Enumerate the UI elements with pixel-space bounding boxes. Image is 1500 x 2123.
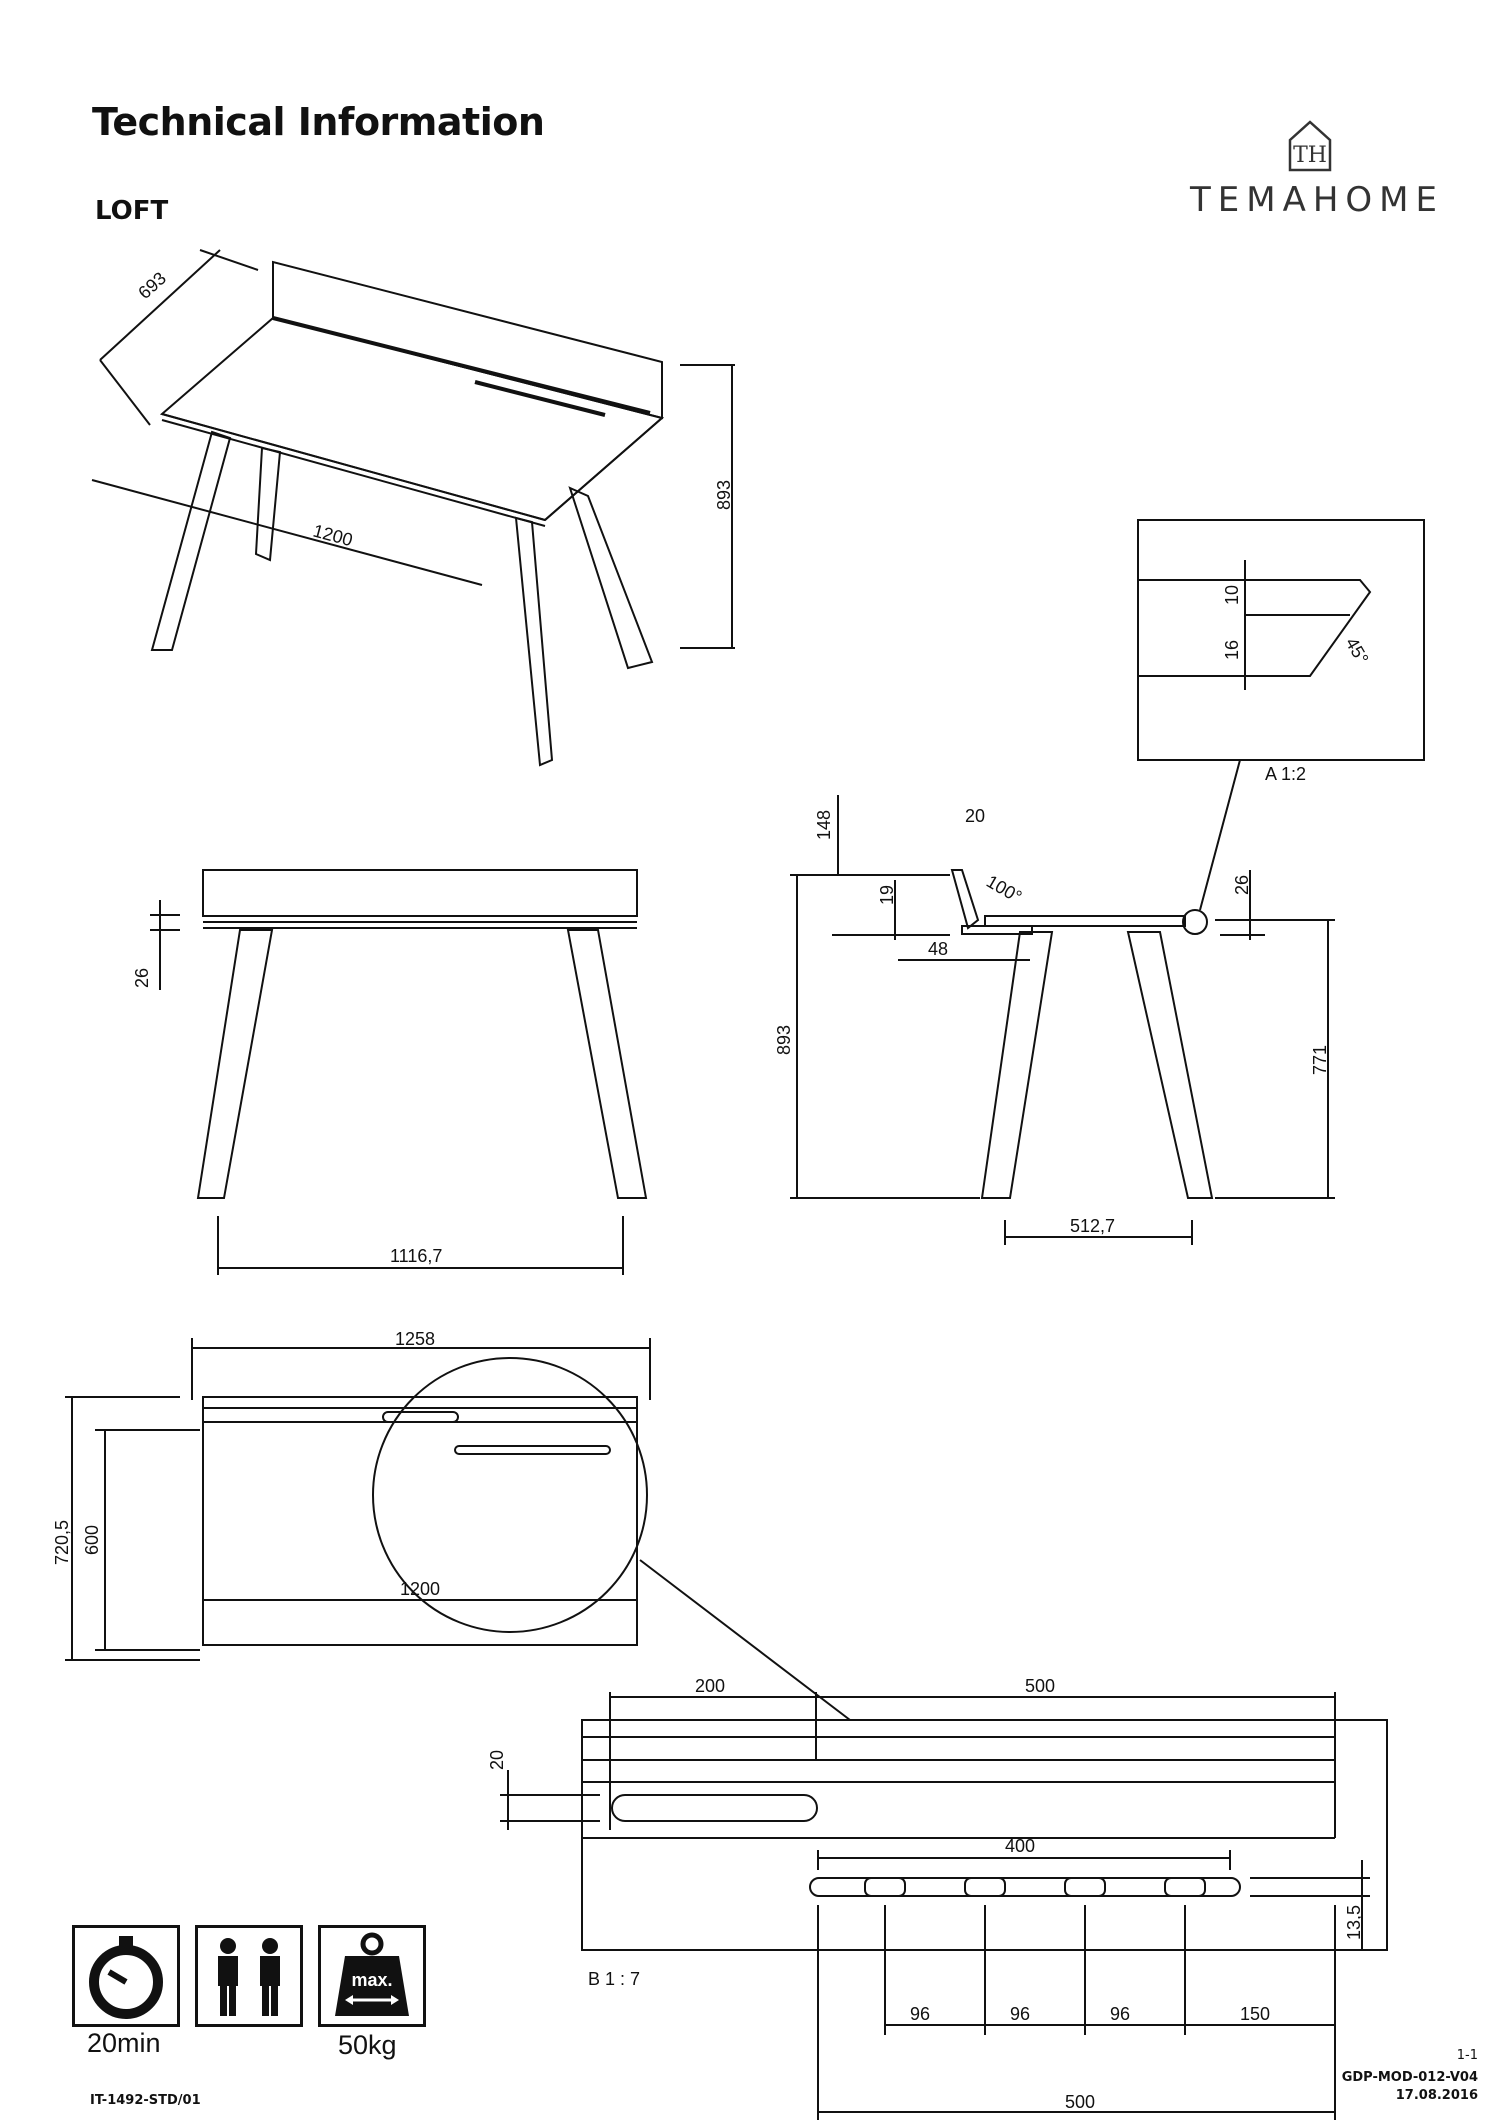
document-date: 17.08.2016 (1395, 2088, 1478, 2103)
dim-detail-a-10: 10 (1222, 584, 1242, 605)
dim-plan-width: 1200 (400, 1579, 441, 1599)
dim-b-500-top: 500 (1025, 1676, 1056, 1696)
dim-b-96-2: 96 (1010, 2004, 1031, 2024)
dim-plan-depth-total: 720,5 (52, 1519, 72, 1565)
max-weight: 50kg (338, 2030, 397, 2060)
dim-b-150: 150 (1240, 2004, 1271, 2024)
brand-name: TEMAHOME (1190, 180, 1444, 220)
dim-side-back: 148 (814, 809, 834, 840)
dim-iso-height: 893 (714, 479, 734, 510)
dim-side-total: 893 (774, 1024, 794, 1055)
detail-a-label: A 1:2 (1265, 764, 1307, 784)
dim-detail-a-16: 16 (1222, 639, 1242, 660)
dim-b-400: 400 (1005, 1836, 1036, 1856)
dim-b-500-bottom: 500 (1065, 2092, 1096, 2112)
dim-detail-a-angle: 45° (1341, 634, 1373, 668)
dim-b-13-5: 13,5 (1344, 1904, 1364, 1940)
assembly-time: 20min (87, 2028, 161, 2058)
detail-a (1138, 520, 1424, 910)
side-view (790, 795, 1335, 1245)
page-title: Technical Information (92, 100, 545, 144)
dim-plan-depth: 600 (82, 1524, 102, 1555)
dim-side-gap: 19 (877, 884, 897, 905)
dim-side-leg-span: 512,7 (1070, 1216, 1116, 1236)
weight-icon (318, 1925, 426, 2027)
document-id: IT-1492-STD/01 (90, 2093, 201, 2108)
dim-plan-total: 1258 (395, 1329, 436, 1349)
detail-b-label: B 1 : 7 (588, 1969, 641, 1989)
stopwatch-icon (72, 1925, 180, 2027)
product-name: LOFT (95, 196, 169, 226)
isometric-view (92, 250, 735, 765)
two-persons-icon (195, 1925, 303, 2027)
dim-b-96-1: 96 (910, 2004, 931, 2024)
plan-view (65, 1338, 850, 1720)
dim-side-offset: 48 (928, 939, 949, 959)
page-number: 1-1 (1456, 2048, 1478, 2063)
dim-iso-width: 1200 (310, 520, 355, 551)
dim-side-table: 771 (1310, 1044, 1330, 1075)
dim-side-top: 26 (1232, 874, 1252, 895)
document-code: GDP-MOD-012-V04 (1341, 2070, 1478, 2085)
dim-front-top: 26 (132, 967, 152, 988)
dim-side-angle: 100° (983, 871, 1026, 908)
detail-b (500, 1692, 1387, 2120)
dim-iso-depth: 693 (134, 268, 171, 303)
dim-front-leg-span: 1116,7 (390, 1246, 443, 1266)
dim-side-thick: 20 (965, 806, 986, 826)
dim-b-20: 20 (487, 1749, 507, 1770)
front-view (150, 870, 646, 1275)
logo-mark: TH (1293, 143, 1327, 168)
dim-b-96-3: 96 (1110, 2004, 1131, 2024)
dim-b-200: 200 (695, 1676, 726, 1696)
svg-text:max.: max. (351, 1970, 393, 1990)
